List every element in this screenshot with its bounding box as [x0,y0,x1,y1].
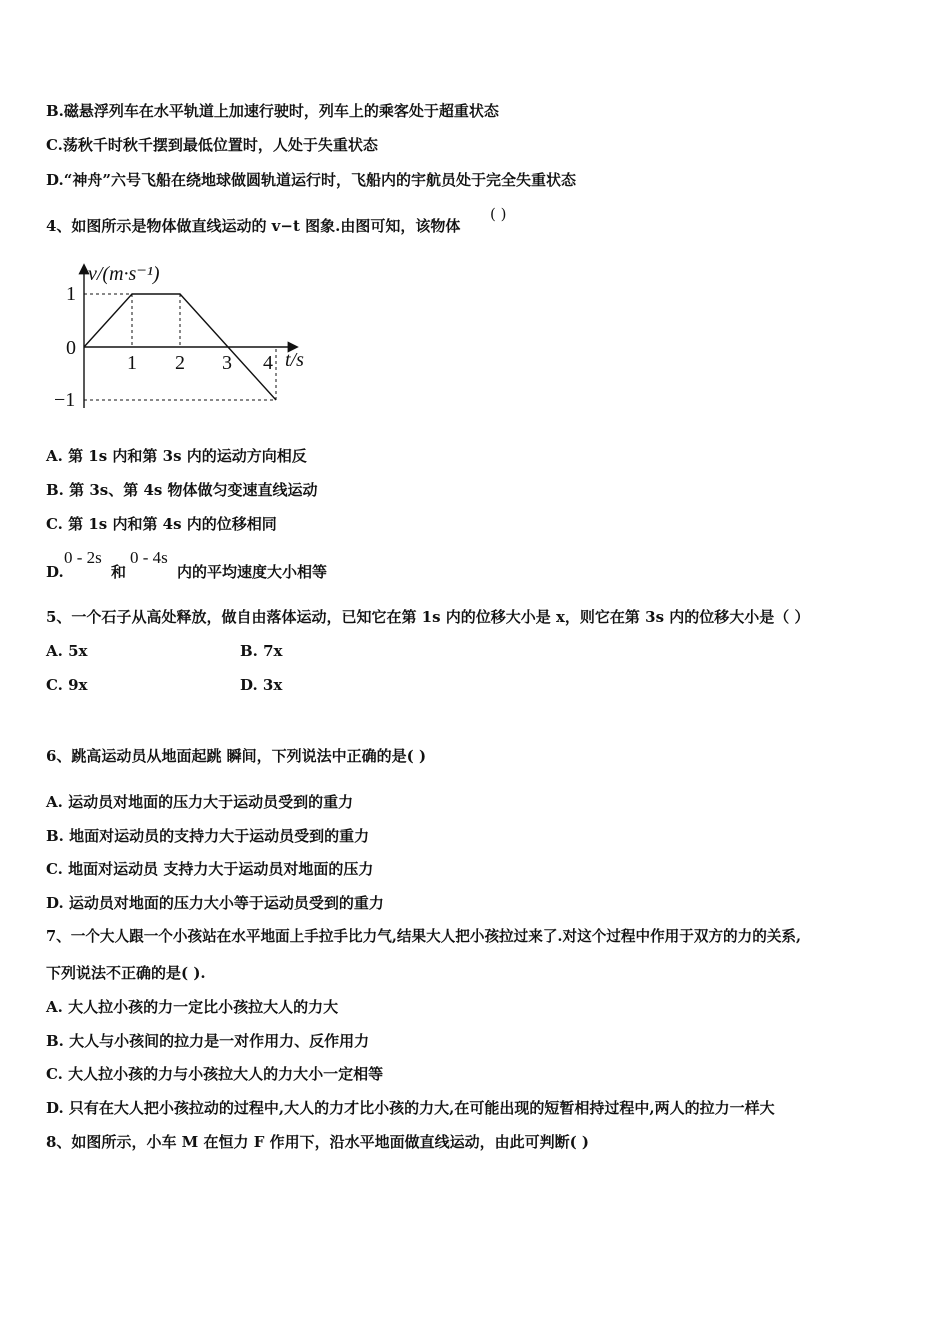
x-tick-4: 4 [263,352,273,374]
q6-stem: 6、跳高运动员从地面起跳 瞬间，下列说法中正确的是( ) [46,747,427,765]
q4-option-a: A. 第 1s 内和第 3s 内的运动方向相反 [46,447,307,465]
q4-option-d-interval-1: 0 - 2s [64,548,102,567]
q3-option-d: D.“神舟”六号飞船在绕地球做圆轨道运行时，飞船内的宇航员处于完全失重状态 [46,171,576,189]
q4-option-d-and: 和 [111,563,127,581]
q6-option-b: B. 地面对运动员的支持力大于运动员受到的重力 [46,827,370,845]
q4-option-d-interval-2: 0 - 4s [130,548,168,567]
q8-stem: 8、如图所示，小车 M 在恒力 F 作用下，沿水平地面做直线运动，由此可判断( ) [46,1133,589,1151]
y-axis-label: v/(m·s⁻¹) [88,263,160,285]
x-axis-label: t/s [285,349,304,371]
q5-option-b: B. 7x [240,642,283,660]
q3-option-c: C.荡秋千时秋千摆到最低位置时，人处于失重状态 [46,136,378,154]
x-tick-1: 1 [127,352,137,374]
q7-option-b: B. 大人与小孩间的拉力是一对作用力、反作用力 [46,1032,370,1050]
q4-option-d-suffix: 内的平均速度大小相等 [177,563,328,581]
y-tick-1: 1 [66,283,76,305]
y-tick-0: 0 [66,337,76,359]
q4-answer-paren: ( ) [490,205,507,223]
q5-option-a: A. 5x [46,642,88,660]
x-tick-3: 3 [222,352,232,374]
q4-option-b: B. 第 3s、第 4s 物体做匀变速直线运动 [46,481,318,499]
q4-stem: 4、如图所示是物体做直线运动的 v−t 图象.由图可知，该物体 [46,217,461,235]
vt-graph [50,258,320,416]
q7-option-c: C. 大人拉小孩的力与小孩拉大人的力大小一定相等 [46,1065,384,1083]
q7-option-d: D. 只有在大人把小孩拉动的过程中,大人的力才比小孩的力大,在可能出现的短暂相持过程中,两人的拉力一样大 [46,1099,775,1117]
q6-option-c: C. 地面对运动员 支持力大于运动员对地面的压力 [46,860,374,878]
q5-option-c: C. 9x [46,676,88,694]
q4-option-d-prefix: D. [46,563,64,581]
q4-option-c: C. 第 1s 内和第 4s 内的位移相同 [46,515,277,533]
y-tick-neg1: −1 [54,389,76,411]
q5-option-d: D. 3x [240,676,283,694]
q3-option-b: B.磁悬浮列车在水平轨道上加速行驶时，列车上的乘客处于超重状态 [46,102,499,120]
q7-stem-line-1: 7、一个大人跟一个小孩站在水平地面上手拉手比力气,结果大人把小孩拉过来了.对这个过程中作用于双方的力的关系, [46,928,802,945]
q6-option-a: A. 运动员对地面的压力大于运动员受到的重力 [46,793,354,811]
q7-stem-line-2: 下列说法不正确的是( ). [46,964,206,982]
x-tick-2: 2 [175,352,185,374]
q7-option-a: A. 大人拉小孩的力一定比小孩拉大人的力大 [46,998,339,1016]
q5-stem: 5、一个石子从高处释放，做自由落体运动，已知它在第 1s 内的位移大小是 x，则它在第 3s 内的位移大小是（ ） [46,608,810,626]
q6-option-d: D. 运动员对地面的压力大小等于运动员受到的重力 [46,894,384,912]
